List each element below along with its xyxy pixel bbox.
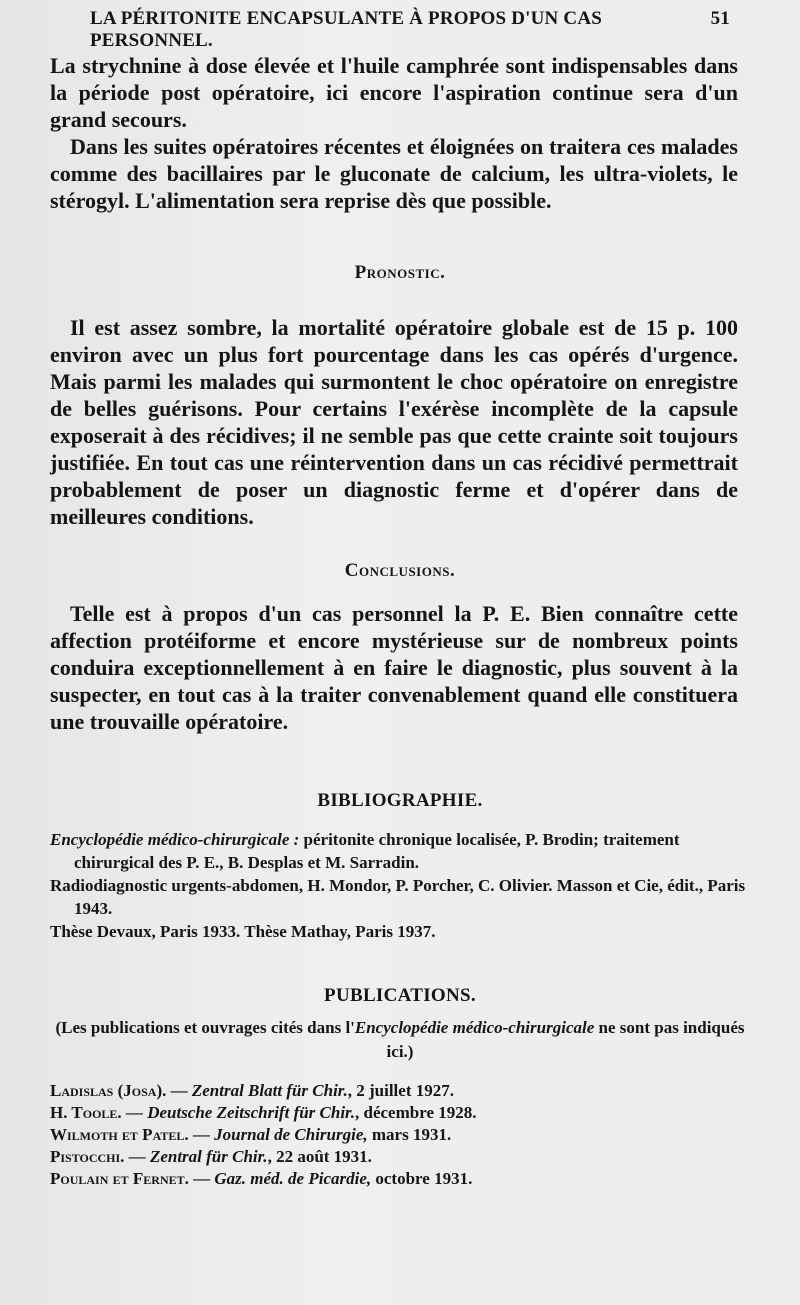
bibliographie-heading: BIBLIOGRAPHIE. [317, 790, 483, 811]
conclusions-section [50, 600, 738, 735]
bibliography-entry-lead: Encyclopédie médico-chirurgicale : [50, 830, 300, 849]
conclusions-paragraph: Telle est à propos d'un cas personnel la P. E. Bien connaître cette affection protéiforme et encore mystérieuse sur de nombreux points conduira exceptionnellement à en faire le diagnostic, plus souvent à la suspecter, en tout cas à la traiter convenablement quand elle constituera une trouvaille opératoire. [50, 601, 738, 734]
publication-author: Poulain et Fernet. — [50, 1169, 215, 1188]
bibliography-entry [50, 874, 750, 920]
intro-paragraph-1: La strychnine à dose élevée et l'huile camphrée sont indispensables dans la période post opératoire, ici encore l'aspiration continue sera d'un grand secours. [50, 53, 738, 132]
publications-list [50, 1080, 760, 1190]
running-head-title: LA PÉRITONITE ENCAPSULANTE À PROPOS D'UN CAS PERSONNEL. [90, 8, 603, 51]
bibliography-entry-text: Thèse Devaux, Paris 1933. Thèse Mathay, Paris 1937. [50, 922, 436, 941]
running-head [90, 8, 730, 52]
publication-journal: Zentral Blatt für Chir. [191, 1081, 348, 1100]
publication-entry [50, 1146, 760, 1168]
publication-entry [50, 1124, 760, 1146]
intro-section [50, 52, 738, 214]
publication-date: mars 1931. [367, 1125, 452, 1144]
publication-journal: Zentral für Chir. [149, 1147, 268, 1166]
page-number: 51 [710, 8, 730, 29]
publication-entry [50, 1080, 760, 1102]
pronostic-paragraph: Il est assez sombre, la mortalité opératoire globale est de 15 p. 100 environ avec un plus fort pourcentage dans les cas opérés d'urgence. Mais parmi les malades qui surmontent le choc opératoire on enregistre de belles guérisons. Pour certains l'exérèse incomplète de la capsule exposerait à des récidives; il ne semble pas que cette crainte soit toujours justifiée. En tout cas une réintervention dans un cas récidivé permettrait probablement de poser un diagnostic ferme et d'opérer dans de meilleures conditions. [50, 315, 738, 529]
bibliography-list [50, 828, 750, 943]
publication-date: , 22 août 1931. [267, 1147, 372, 1166]
intro-paragraph-2: Dans les suites opératoires récentes et éloignées on traitera ces malades comme des bacillaires par le gluconate de calcium, les ultra-violets, le stérogyl. L'alimentation sera reprise dès que possible. [50, 134, 738, 213]
publications-note-italic: Encyclopédie médico-chirurgicale [354, 1018, 595, 1037]
pronostic-heading: Pronostic. [354, 262, 446, 283]
publications-note-post: ne sont pas indiqués ici.) [386, 1018, 745, 1061]
publications-heading: PUBLICATIONS. [324, 985, 476, 1006]
publication-date: , décembre 1928. [355, 1103, 477, 1122]
bibliography-entry-text: péritonite chronique localisée, P. Brodin; traitement chirurgical des P. E., B. Desplas et M. Sarradin. [74, 830, 680, 872]
publication-author: Wilmoth et Patel. — [50, 1125, 215, 1144]
publication-date: , 2 juillet 1927. [347, 1081, 454, 1100]
publication-journal: Deutsche Zeitschrift für Chir. [147, 1103, 355, 1122]
bibliography-entry [50, 828, 750, 874]
publications-note [50, 1016, 750, 1064]
publications-note-pre: (Les publications et ouvrages cités dans l' [55, 1018, 355, 1037]
publication-author: Ladislas (Josa). — [50, 1081, 192, 1100]
publication-journal: Journal de Chirurgie, [214, 1125, 368, 1144]
publication-entry [50, 1102, 760, 1124]
bibliography-entry [50, 920, 750, 943]
publication-date: octobre 1931. [371, 1169, 473, 1188]
conclusions-heading: Conclusions. [344, 560, 456, 581]
publication-author: Pistocchi. — [50, 1147, 150, 1166]
bibliography-entry-text: Radiodiagnostic urgents-abdomen, H. Mondor, P. Porcher, C. Olivier. Masson et Cie, édit., Paris 1943. [50, 876, 746, 918]
publication-author: H. Toole. — [50, 1103, 148, 1122]
publication-entry [50, 1168, 760, 1190]
publication-journal: Gaz. méd. de Picardie, [214, 1169, 372, 1188]
pronostic-section [50, 314, 738, 530]
